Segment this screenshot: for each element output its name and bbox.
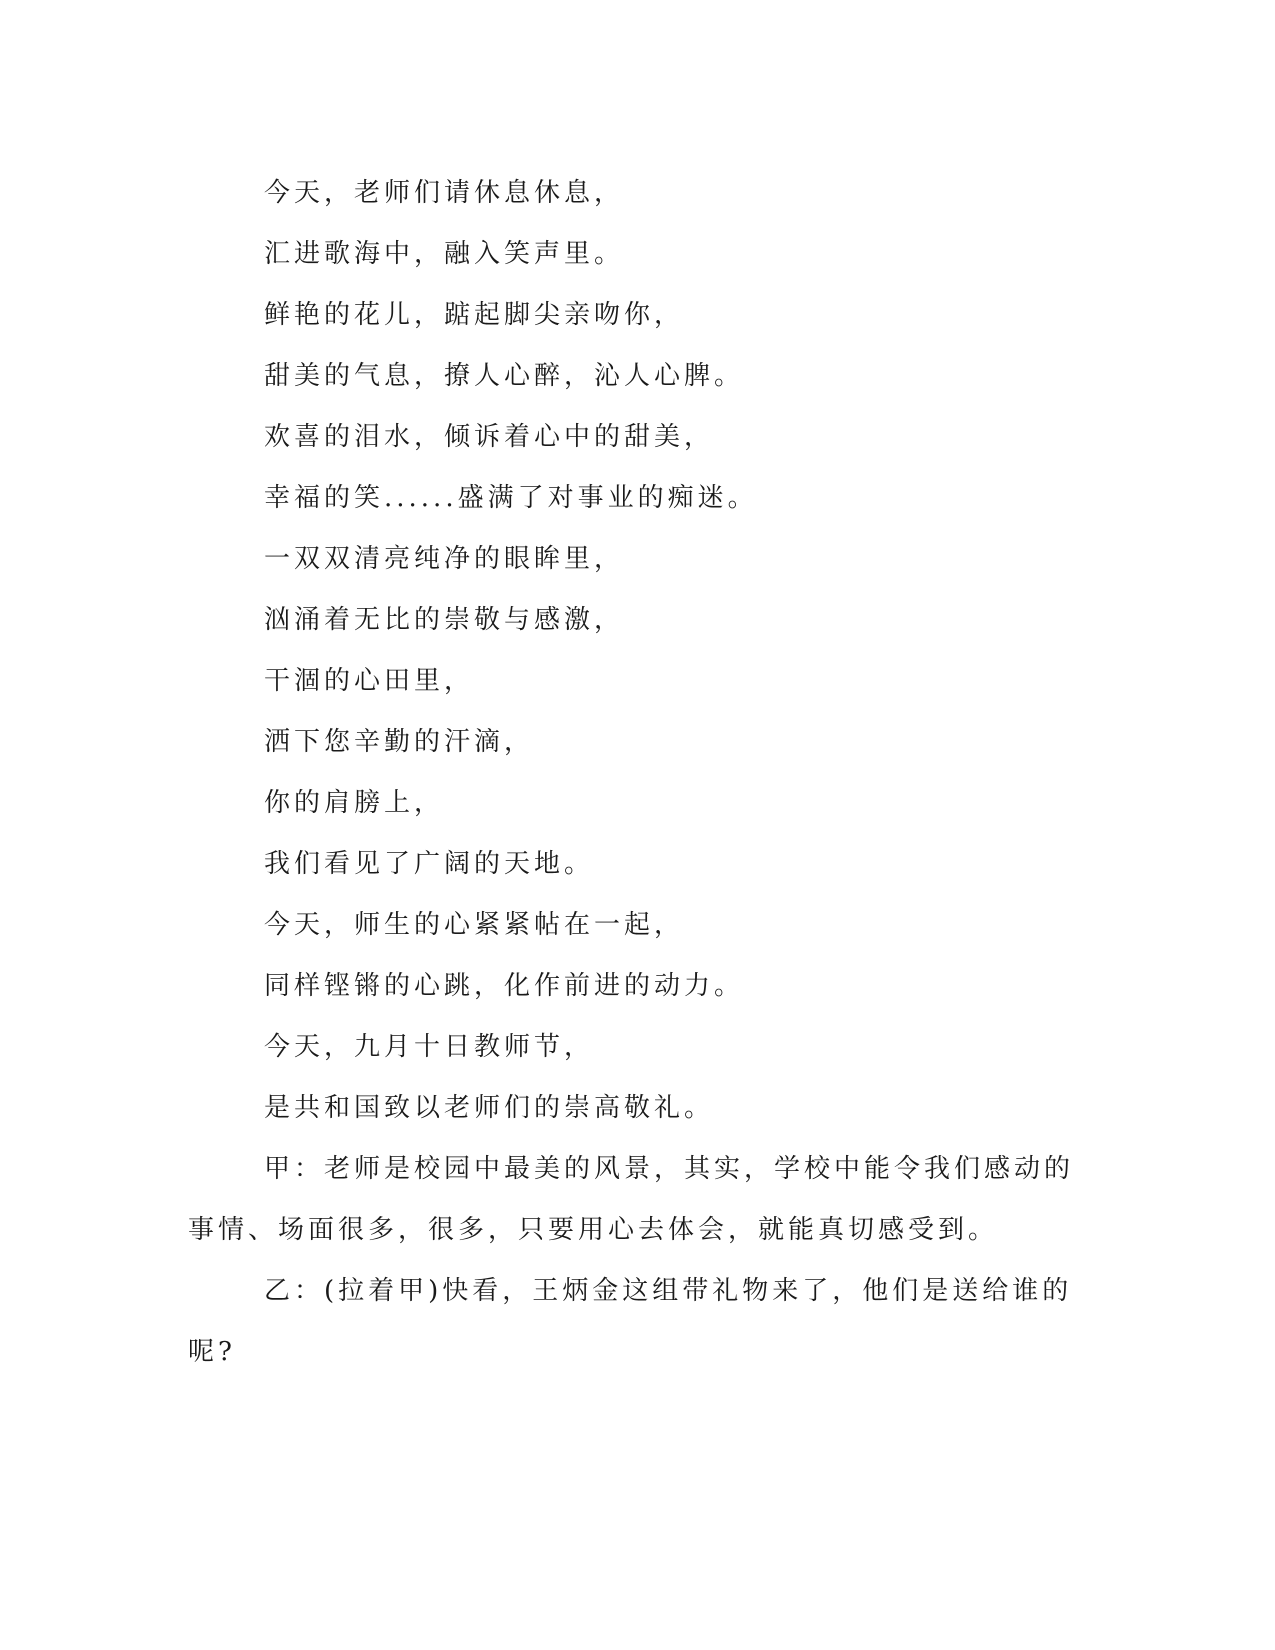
poem-line: 欢喜的泪水，倾诉着心中的甜美， <box>264 422 715 452</box>
poem-line: 幸福的笑......盛满了对事业的痴迷。 <box>264 483 758 513</box>
poem-line: 我们看见了广阔的天地。 <box>264 849 595 879</box>
poem-line: 今天，师生的心紧紧帖在一起， <box>264 910 685 940</box>
poem-line: 汇进歌海中，融入笑声里。 <box>264 239 625 269</box>
poem-line: 汹涌着无比的崇敬与感激， <box>264 605 625 635</box>
poem-line: 今天，九月十日教师节， <box>264 1032 595 1062</box>
dialogue-paragraph: 乙：(拉着甲)快看，王炳金这组带礼物来了，他们是送给谁的呢? <box>188 1276 1073 1367</box>
dialogue-paragraph: 甲：老师是校园中最美的风景，其实，学校中能令我们感动的事情、场面很多，很多，只要用心去体会，就能真切感受到。 <box>188 1154 1075 1245</box>
document-body <box>188 163 1078 1383</box>
poem-line: 是共和国致以老师们的崇高敬礼。 <box>264 1093 715 1123</box>
poem-line: 鲜艳的花儿，踮起脚尖亲吻你， <box>264 300 685 330</box>
poem-line: 一双双清亮纯净的眼眸里， <box>264 544 625 574</box>
poem-line: 同样铿锵的心跳，化作前进的动力。 <box>264 971 745 1001</box>
poem-line: 今天，老师们请休息休息， <box>264 178 625 208</box>
poem-line: 干涸的心田里， <box>264 666 475 696</box>
poem-line: 你的肩膀上， <box>264 788 445 818</box>
poem-line: 洒下您辛勤的汗滴， <box>264 727 535 757</box>
poem-line: 甜美的气息，撩人心醉，沁人心脾。 <box>264 361 745 391</box>
